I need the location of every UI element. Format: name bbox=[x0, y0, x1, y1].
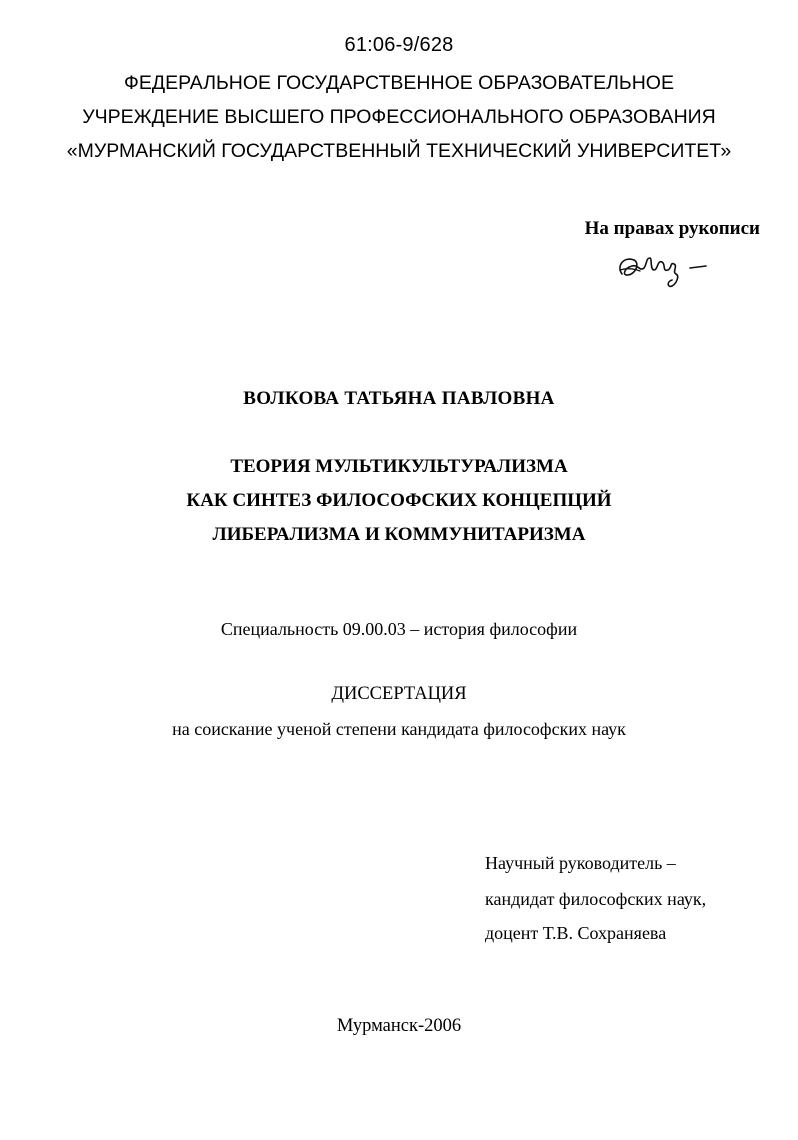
specialty-line: Специальность 09.00.03 – история философии bbox=[220, 619, 578, 639]
work-type: ДИССЕРТАЦИЯ bbox=[331, 684, 467, 704]
institution-line-1: ФЕДЕРАЛЬНОЕ ГОСУДАРСТВЕННОЕ ОБРАЗОВАТЕЛЬНОЕ bbox=[124, 72, 674, 94]
title-line-3: ЛИБЕРАЛИЗМА И КОММУНИТАРИЗМА bbox=[212, 524, 586, 545]
title-line-1: ТЕОРИЯ МУЛЬТИКУЛЬТУРАЛИЗМА bbox=[230, 456, 568, 477]
handwritten-signature bbox=[610, 244, 720, 294]
institution-line-3: «МУРМАНСКИЙ ГОСУДАРСТВЕННЫЙ ТЕХНИЧЕСКИЙ УНИВЕРСИТЕТ» bbox=[66, 140, 732, 162]
degree-line: на соискание ученой степени кандидата философских наук bbox=[172, 719, 626, 739]
author-name: ВОЛКОВА ТАТЬЯНА ПАВЛОВНА bbox=[243, 388, 555, 409]
supervisor-line-3: доцент Т.В. Сохраняева bbox=[485, 923, 667, 943]
title-line-2: КАК СИНТЕЗ ФИЛОСОФСКИХ КОНЦЕПЦИЙ bbox=[186, 490, 612, 511]
city-year: Мурманск-2006 bbox=[336, 1016, 462, 1036]
supervisor-line-1: Научный руководитель – bbox=[485, 853, 676, 873]
document-code: 61:06-9/628 bbox=[344, 34, 454, 56]
supervisor-line-2: кандидат философских наук, bbox=[485, 889, 707, 909]
institution-line-2: УЧРЕЖДЕНИЕ ВЫСШЕГО ПРОФЕССИОНАЛЬНОГО ОБРАЗОВАНИЯ bbox=[82, 106, 716, 128]
rights-note: На правах рукописи bbox=[584, 218, 760, 239]
